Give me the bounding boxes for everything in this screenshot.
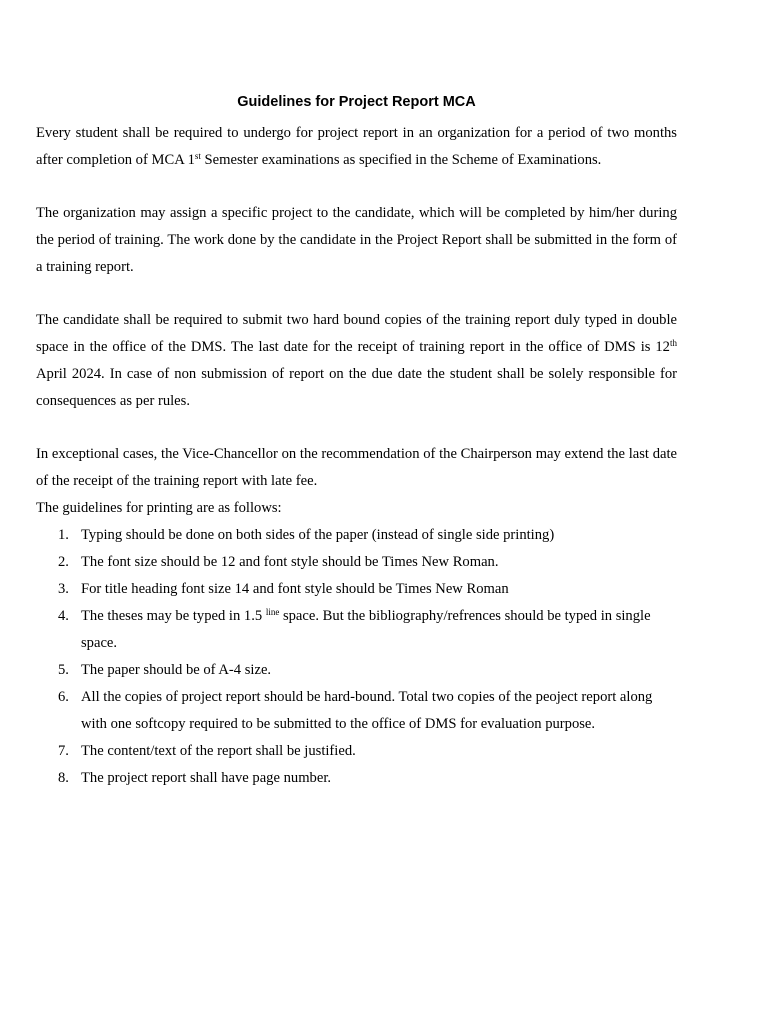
- list-item: [36, 765, 677, 792]
- paragraph-organization-assignment: The organization may assign a specific project to the candidate, which will be completed by him/her during the period of training. The work done by the candidate in the Project Report shall be submitted in the form of a training report.: [36, 205, 677, 275]
- list-item: [36, 738, 677, 765]
- list-number: 6.: [58, 689, 69, 705]
- document-title: Guidelines for Project Report MCA: [237, 94, 476, 110]
- list-item-text: space. But the bibliography/refrences should be typed in single space.: [81, 608, 651, 651]
- paragraph-exceptional-cases: In exceptional cases, the Vice-Chancellor on the recommendation of the Chairperson may extend the last date of the receipt of the training report with late fee.: [36, 446, 677, 489]
- list-number: 7.: [58, 743, 69, 759]
- list-number: 1.: [58, 527, 69, 543]
- list-number: 3.: [58, 581, 69, 597]
- list-item-text: Typing should be done on both sides of the paper (instead of single side printing): [81, 527, 555, 543]
- superscript: th: [669, 338, 677, 348]
- list-number: 8.: [58, 770, 69, 786]
- list-number: 5.: [58, 662, 69, 678]
- list-item: [36, 684, 677, 738]
- list-number: 2.: [58, 554, 69, 570]
- list-item-text: All the copies of project report should be hard-bound. Total two copies of the peoject report along with one softcopy required to be submitted to the office of DMS for evaluation purpose.: [81, 689, 653, 732]
- paragraph-spacer: [36, 415, 677, 441]
- list-item: [36, 522, 677, 549]
- list-intro: The guidelines for printing are as follows:: [36, 500, 282, 516]
- list-item: [36, 576, 677, 603]
- list-item: [36, 657, 677, 684]
- list-item-text: The project report shall have page number.: [81, 770, 332, 786]
- list-item: [36, 603, 677, 657]
- paragraph-spacer: [36, 281, 677, 307]
- list-item-text: The theses may be typed in 1.5: [81, 608, 266, 624]
- paragraph-text: Every student shall be required to undergo for project report in an organization for a period of two months after completion of MCA 1: [36, 125, 677, 168]
- list-item-text: The content/text of the report shall be justified.: [81, 743, 356, 759]
- paragraph-project-requirement: [36, 120, 677, 174]
- list-number: 4.: [58, 608, 69, 624]
- paragraph-spacer: [36, 174, 677, 200]
- paragraph-submission: [36, 307, 677, 415]
- superscript: st: [194, 151, 201, 161]
- printing-guidelines-list: [36, 522, 677, 792]
- list-item-text: The font size should be 12 and font style should be Times New Roman.: [81, 554, 499, 570]
- list-item: [36, 549, 677, 576]
- document-page: [36, 91, 677, 792]
- list-item-text: The paper should be of A-4 size.: [81, 662, 272, 678]
- list-item-text: For title heading font size 14 and font style should be Times New Roman: [81, 581, 509, 597]
- paragraph-text: The candidate shall be required to submit two hard bound copies of the training report duly typed in double space in the office of the DMS. The last date for the receipt of training report in the office of DMS is 12: [36, 312, 677, 355]
- paragraph-text: Semester examinations as specified in the Scheme of Examinations.: [200, 152, 602, 168]
- paragraph-text: April 2024. In case of non submission of report on the due date the student shall be solely responsible for consequences as per rules.: [36, 366, 677, 409]
- superscript: line: [265, 607, 280, 617]
